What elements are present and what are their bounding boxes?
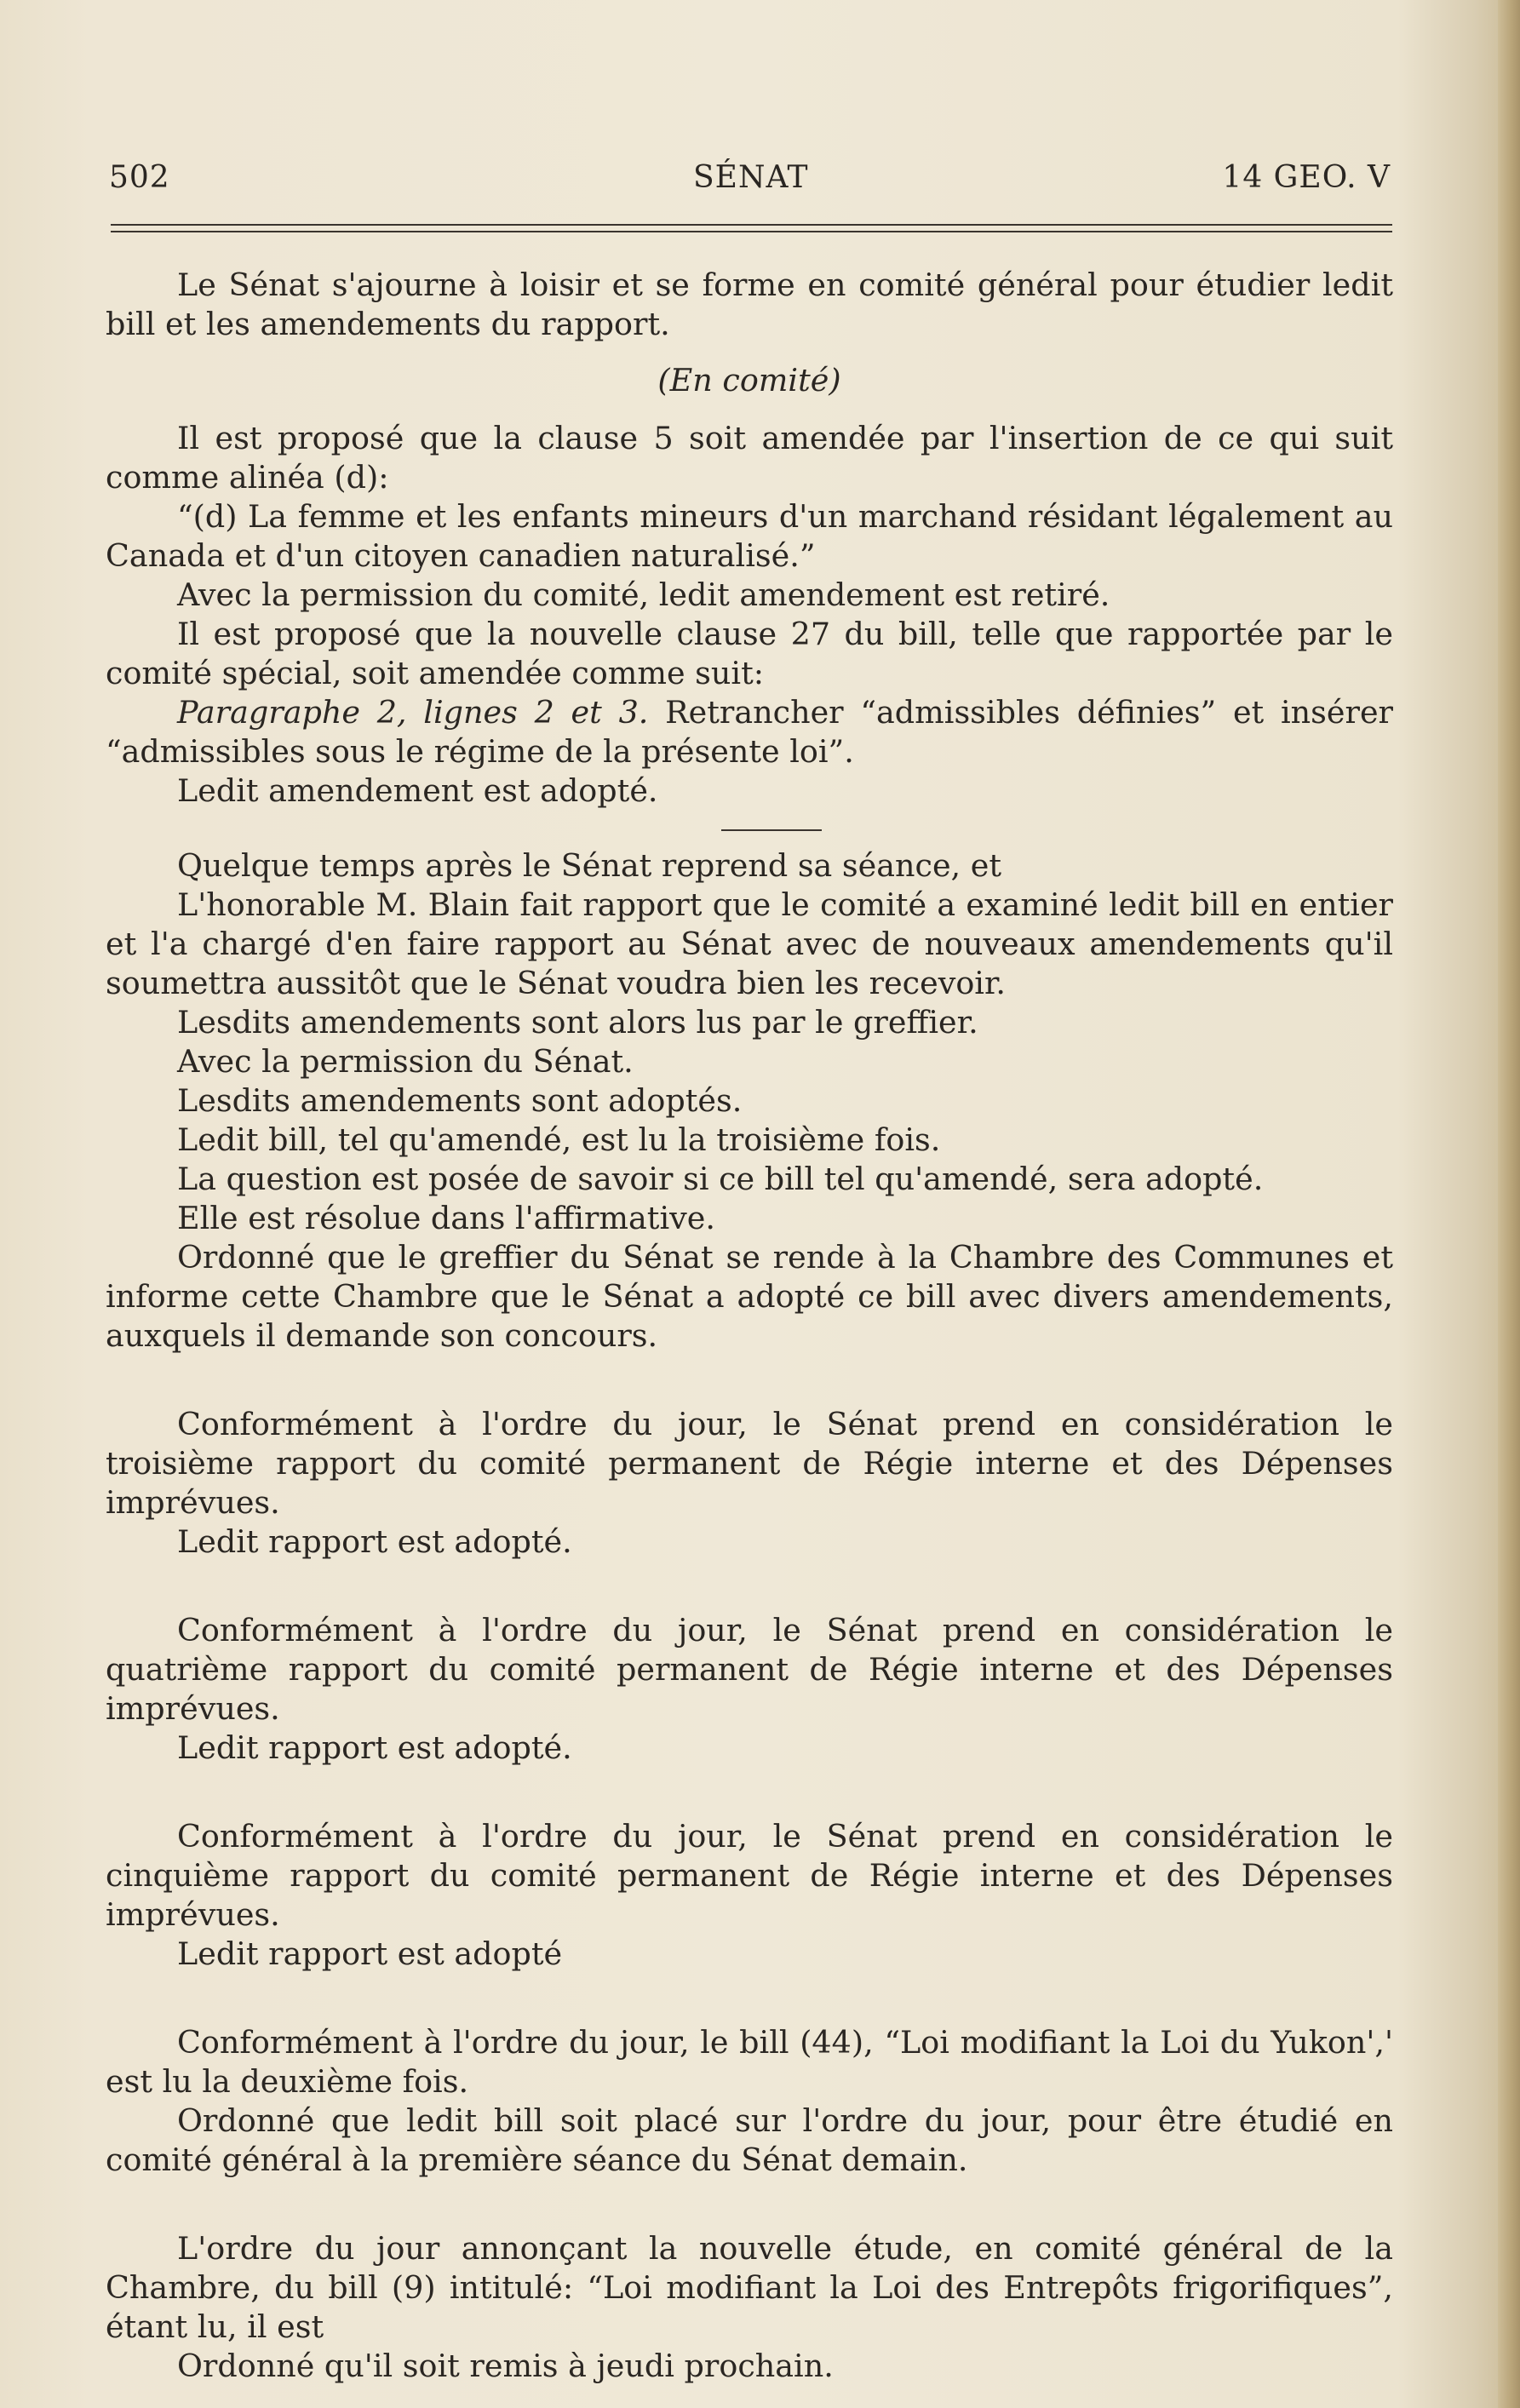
paragraph-third-report: Conformément à l'ordre du jour, le Sénat prend en considération le troisième rapport du comité permanent de Régie interne et des Dépenses imprévues.: [106, 1406, 1393, 1521]
paragraph-third-report-adopted: Ledit rapport est adopté.: [177, 1523, 572, 1560]
running-header: [109, 152, 1391, 203]
paragraph-third-reading: Ledit bill, tel qu'amendé, est lu la troisième fois.: [177, 1121, 941, 1158]
paragraph-ordered-clerk: Ordonné que le greffier du Sénat se rende à la Chambre des Communes et informe cette Chambre que le Sénat a adopté ce bill avec divers amendements, auxquels il demande son concours.: [106, 1239, 1393, 1354]
paragraph-bill-9: L'ordre du jour annonçant la nouvelle étude, en comité général de la Chambre, du bill (9) intitulé: “Loi modifiant la Loi des Entrepôts frigorifiques”, étant lu, il est: [106, 2230, 1393, 2345]
paragraph-clause27: Il est proposé que la nouvelle clause 27 du bill, telle que rapportée par le comité spécial, soit amendée comme suit:: [106, 616, 1393, 691]
paragraph-fourth-report-adopted: Ledit rapport est adopté.: [177, 1729, 572, 1766]
paragraph-adopted: Ledit amendement est adopté.: [177, 772, 658, 809]
paragraph-fifth-report: Conformément à l'ordre du jour, le Sénat prend en considération le cinquième rapport du comité permanent de Régie interne et des Dépenses imprévues.: [106, 1818, 1393, 1933]
paragraph-clause5: Il est proposé que la clause 5 soit amendée par l'insertion de ce qui suit comme alinéa (d):: [106, 420, 1393, 496]
section-divider: [721, 829, 822, 831]
paragraph-permission: Avec la permission du Sénat.: [177, 1043, 634, 1080]
page-number: 502: [109, 160, 170, 195]
paragraph-bill-9-ordered: Ordonné qu'il soit remis à jeudi prochain.: [177, 2348, 834, 2384]
body-text: [106, 266, 1393, 2386]
paragraph-alinea-d: “(d) La femme et les enfants mineurs d'un marchand résidant légalement au Canada et d'un citoyen canadien naturalisé.”: [106, 498, 1393, 574]
committee-heading: (En comité): [657, 362, 841, 398]
paragraph-amendment-text: [106, 693, 1393, 771]
paragraph-resume: Quelque temps après le Sénat reprend sa séance, et: [177, 847, 1002, 884]
header-double-rule: [111, 224, 1392, 232]
amendment-instruction: Retrancher “admissibles définies” et insérer “admissibles sous le régime de la présente loi”.: [106, 694, 1393, 770]
paragraph-read-by-clerk: Lesdits amendements sont alors lus par le greffier.: [177, 1004, 978, 1041]
paragraph-adjourn: Le Sénat s'ajourne à loisir et se forme en comité général pour étudier ledit bill et les amendements du rapport.: [106, 267, 1393, 342]
paragraph-reference: Paragraphe 2, lignes 2 et 3.: [177, 694, 649, 731]
running-title: SÉNAT: [693, 160, 809, 195]
paragraph-amendments-adopted: Lesdits amendements sont adoptés.: [177, 1082, 743, 1119]
paragraph-question: La question est posée de savoir si ce bill tel qu'amendé, sera adopté.: [177, 1161, 1264, 1197]
paragraph-affirmative: Elle est résolue dans l'affirmative.: [177, 1200, 715, 1236]
paragraph-bill-44: Conformément à l'ordre du jour, le bill (44), “Loi modifiant la Loi du Yukon',' est lu la deuxième fois.: [106, 2024, 1393, 2100]
paragraph-fourth-report: Conformément à l'ordre du jour, le Sénat prend en considération le quatrième rapport du comité permanent de Régie interne et des Dépenses imprévues.: [106, 1612, 1393, 1727]
paragraph-bill-44-ordered: Ordonné que ledit bill soit placé sur l'ordre du jour, pour être étudié en comité général à la première séance du Sénat demain.: [106, 2102, 1393, 2178]
paragraph-withdrawn: Avec la permission du comité, ledit amendement est retiré.: [177, 576, 1110, 613]
volume-reference: 14 GEO. V: [1222, 160, 1391, 195]
book-spine-shadow: [1498, 0, 1520, 2408]
paragraph-fifth-report-adopted: Ledit rapport est adopté: [177, 1935, 563, 1972]
paragraph-report: L'honorable M. Blain fait rapport que le comité a examiné ledit bill en entier et l'a chargé d'en faire rapport au Sénat avec de nouveaux amendements qu'il soumettra aussitôt que le Sénat voudra bien les recevoir.: [106, 886, 1393, 1001]
